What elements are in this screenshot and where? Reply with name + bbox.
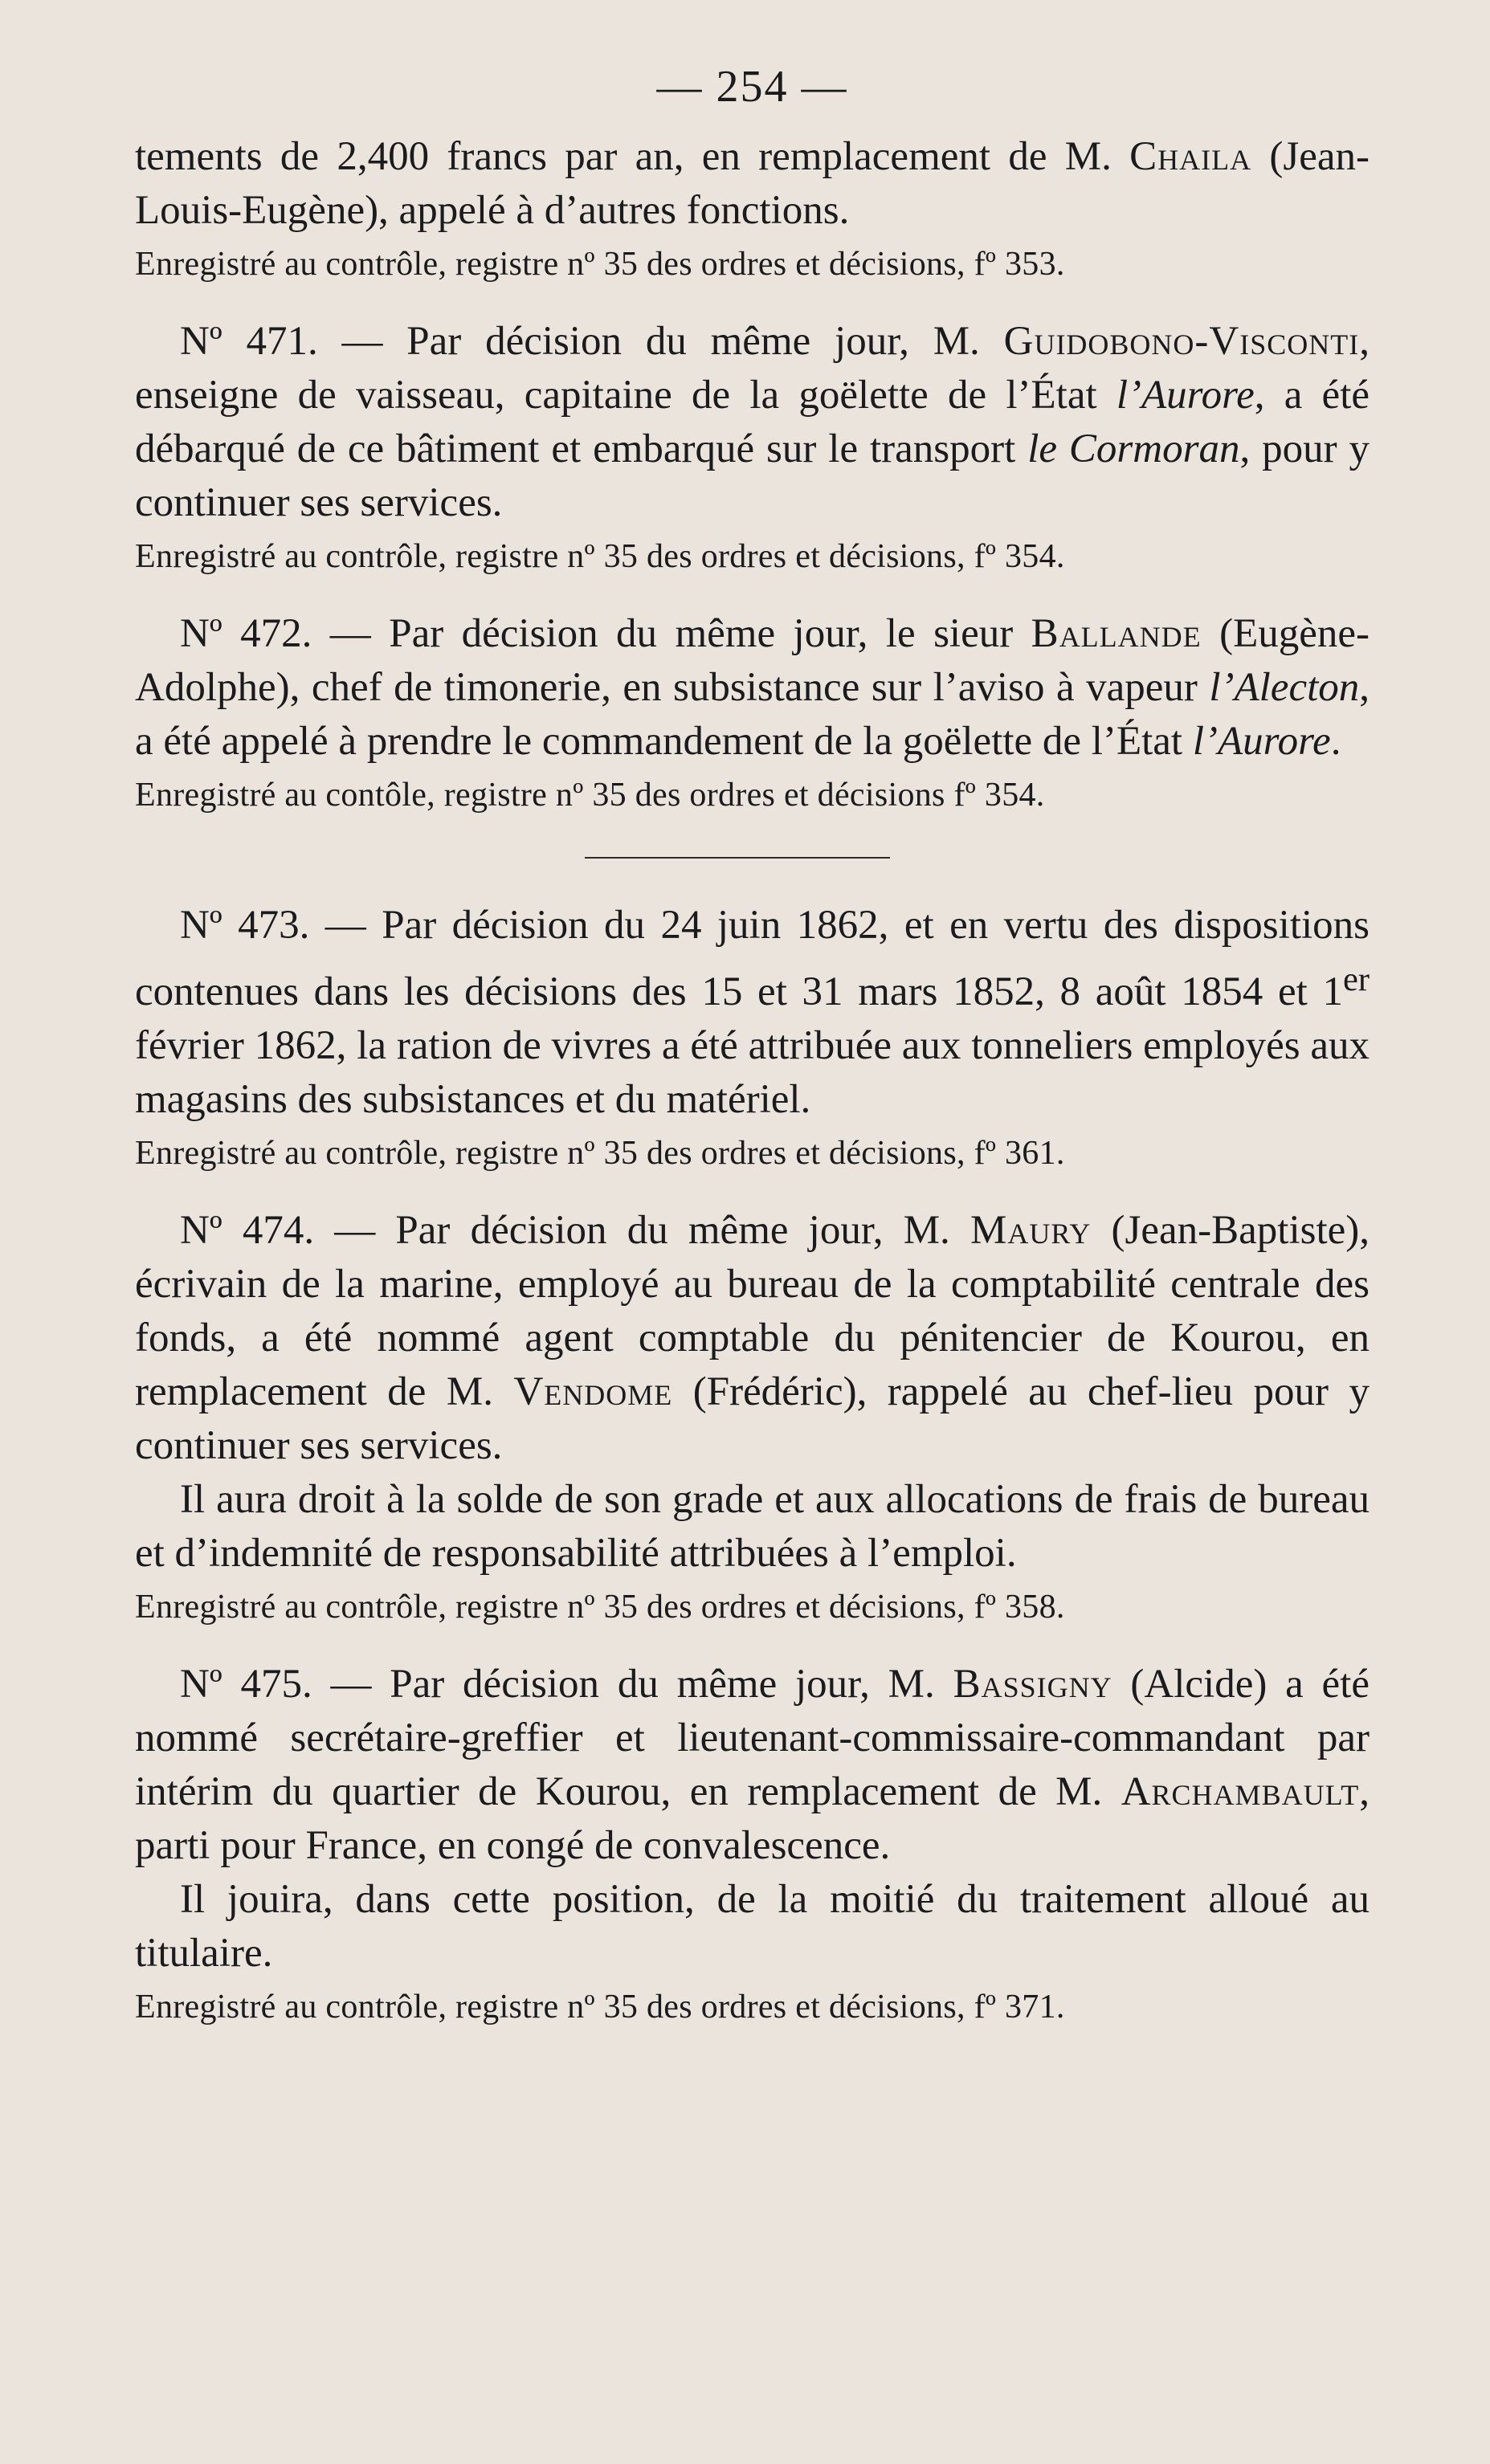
registration-line: Enregistré au contrôle, registre nº 35 des ordres et décisions, fº 358.	[135, 1589, 1065, 1626]
entry-475	[135, 1658, 1370, 2030]
person-name: Vendome	[513, 1369, 673, 1414]
registration-line: Enregistré au contrôle, registre nº 35 des ordres et décisions, fº 354.	[135, 538, 1065, 575]
ship-name: l’Aurore	[1116, 373, 1255, 418]
registration-line: Enregistré au contrôle, registre nº 35 des ordres et décisions, fº 361.	[135, 1135, 1065, 1172]
section-divider	[585, 857, 890, 859]
entry-continuation	[135, 130, 1370, 288]
person-name: Chaila	[1129, 134, 1252, 179]
entry-continuation-text: Il jouira, dans cette position, de la moitié du traitement alloué au titulaire.	[135, 1877, 1370, 1976]
entry-body: Nº 473. — Par décision du 24 juin 1862, et en vertu des dispositions contenues dans les décisions des 15 et 31 mars 1852, 8 août 1854 et 1er février 1862, la ration de vivres a été attribuée aux tonneliers employés aux magasins des subsistances et du matériel.	[135, 903, 1370, 1122]
ship-name: l’Aurore	[1192, 719, 1331, 764]
entry-474	[135, 1204, 1370, 1630]
person-name: Maury	[970, 1208, 1092, 1253]
entry-473	[135, 899, 1370, 1177]
registration-line: Enregistré au contôle, registre nº 35 des ordres et décisions fº 354.	[135, 777, 1045, 814]
entry-body: Nº 472. — Par décision du même jour, le sieur Ballande (Eugène-Adolphe), chef de timonerie, en subsistance sur l’aviso à vapeur l’Alecton, a été appelé à prendre le commandement de la goëlette de l’État l’Aurore.	[135, 611, 1370, 764]
entry-body: Nº 471. — Par décision du même jour, M. Guidobono-Visconti, enseigne de vaisseau, capitaine de la goëlette de l’État l’Aurore, a été débarqué de ce bâtiment et embarqué sur le transport le Cormoran, pour y continuer ses services.	[135, 319, 1370, 525]
entry-472	[135, 607, 1370, 818]
entry-body: Nº 475. — Par décision du même jour, M. Bassigny (Alcide) a été nommé secrétaire-greffier et lieutenant-commissaire-commandant par intérim du quartier de Kourou, en remplacement de M. Archambault, parti pour France, en congé de convalescence.	[135, 1662, 1370, 1868]
entry-body: tements de 2,400 francs par an, en remplacement de M. Chaila (Jean-Louis-Eugène), appelé à d’autres fonctions.	[135, 134, 1370, 233]
ship-name: l’Alecton	[1209, 665, 1360, 710]
person-name: Bassigny	[953, 1662, 1112, 1707]
entry-471	[135, 315, 1370, 580]
ordinal-superscript: er	[1342, 961, 1370, 998]
person-name: Ballande	[1031, 611, 1202, 656]
ship-name: le Cormoran	[1027, 426, 1240, 471]
page-number: — 254 —	[656, 62, 848, 112]
registration-line: Enregistré au contrôle, registre nº 35 des ordres et décisions, fº 353.	[135, 246, 1065, 283]
person-name: Guidobono-Visconti	[1003, 319, 1360, 364]
registration-line: Enregistré au contrôle, registre nº 35 des ordres et décisions, fº 371.	[135, 1989, 1065, 2025]
person-name: Archambault	[1121, 1769, 1360, 1814]
entry-body: Nº 474. — Par décision du même jour, M. Maury (Jean-Baptiste), écrivain de la marine, employé au bureau de la comptabilité centrale des fonds, a été nommé agent comptable du pénitencier de Kourou, en remplacement de M. Vendome (Frédéric), rappelé au chef-lieu pour y continuer ses services.	[135, 1208, 1370, 1468]
entry-continuation-text: Il aura droit à la solde de son grade et aux allocations de frais de bureau et d’indemnité de responsabilité attribuées à l’emploi.	[135, 1477, 1370, 1576]
